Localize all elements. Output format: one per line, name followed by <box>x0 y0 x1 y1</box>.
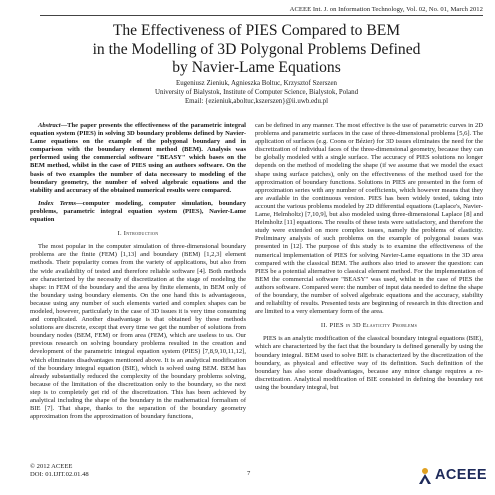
journal-header: ACEEE Int. J. on Information Technology, Vol. 02, No. 01, March 2012 <box>289 6 483 13</box>
doi: DOI: 01.IJIT.02.01.48 <box>30 471 89 478</box>
right-paragraph: can be defined in any manner. The most effective is the use of parametric curves in 2D problems and parametric surfaces in the case of three-dimensional problems [5,6]. The application of surfaces (e.g. Coons or Bézier) for 3D issues eliminates the need for the discretization of individual faces of the three-dimensional geometry, because they can be globally modeled with a single surface. The accuracy of PIES solutions no longer depends on the method of modeling the shape (if we assume that we model the exact shape using surface patches), only on the effectiveness of the method used for the approximation of boundary functions. Solutions in PIES are presented in the form of approximation series with any number of coefficients, which however means that they are available in the continuous version. PIES has been widely tested, taking into account the various problems modeled by 2D differential equations (Laplace's, Navier-Lame, Helmholtz) [7,10,9], but also modeled using three-dimensional Laplace [8] and Helmholtz [11] equations. The results of these tests were satisfactory, and therefore the study were extended on more complex issues, namely the problems of elasticity. Preliminary analysis of such problems on the example of polygonal issues was presented in [12]. The purpose of this study is to examine the effectiveness of the numerical implementation of PIES for solving Navier-Lame equations in the 3D area compared with the classical BEM. The authors also tried to answer the question: can PIES be a potential alternative to classical element method. For the implementation of BEM the commercial software "BEASY" was used, whilst in the case of PIES the authors software. Compared were: the number of input data needed to define the shape of the boundary, the number of solved algebraic equations and the accuracy, stability and reliability of results. Presented tests are beginning of research in this direction and are limited to a very elementary form of the area. <box>255 122 483 316</box>
header-rule <box>40 15 483 16</box>
abstract-label: Abstract <box>38 122 61 129</box>
abstract-text: —The paper presents the effectiveness of the parametric integral equation system (PIES) in solving 3D boundary problems defined by Navier-Lame equations on the example of the polygonal boundary and in comparison with the boundary element method (BEM). Analysis was performed using the commercial software "BEASY" which bases on the BEM method, whilst in the case of PIES using an authors software. On the basis of two examples the number of data necessary to modeling of the boundary geometry, the number of solved algebraic equations and the stability and accuracy of the obtained numerical results were compared. <box>30 122 246 194</box>
copyright: © 2012 ACEEE <box>30 463 73 470</box>
intro-paragraph: The most popular in the computer simulation of three-dimensional boundary problems are the finite (FEM) [1,13] and boundary (BEM) [1,2,3] element methods. Their popularity comes from the variety of applications, but also from the wide availability of tested and therefore reliable software [4]. Both methods are characterized by the necessity of discretization at the stage of modeling the shape: in FEM of the boundary and the area by finite elements, in BEM only of the boundary using boundary elements. On the one hand this is advantageous, because using any number of such elements varied and complex shapes can be modeled, however, particularly in the case of 3D issues it is very time consuming and complicated. Another disadvantage is that obtained by these methods solutions are discrete, except that every time we get the number of solutions from boundary nodes (BEM, FEM) or from area (FEM), which are useless to us. Our previous research on solving boundary problems resulted in the creation and development of the parametric integral equation system (PIES) [7,8,9,10,11,12], which eliminates disadvantages mentioned above. It is an analytical modification of the boundary integral equation (BIE), which is solved using BEM. BEM has already substantially reduced the complexity of the boundary problems solving, because of the limitation of the discretization only to the boundary, so the next step is to completely get rid of the discretization. This has been achieved by analytical including the shape of the boundary in the mathematical formalism of BIE [7]. That shape, thanks to the separation of the boundary geometry approximation from the approximation of boundary functions, <box>30 243 246 421</box>
paper-title <box>30 22 483 78</box>
page-number: 7 <box>247 470 251 477</box>
right-column <box>255 122 483 392</box>
index-terms-text: —computer modeling, computer simulation, boundary problems, parametric integral equation system (PIES), Navier-Lame equation <box>30 199 246 224</box>
index-terms-label: Index Terms <box>38 199 77 207</box>
aceee-logo-icon <box>417 467 433 485</box>
section-heading-pies: II. PIES in 3D Elasticity Problems <box>320 322 418 330</box>
left-column <box>30 122 246 421</box>
title-line-3: by Navier-Lame Equations <box>172 59 341 77</box>
aceee-logo <box>417 466 487 486</box>
title-line-2: in the Modelling of 3D Polygonal Problems Defined <box>92 40 421 58</box>
footer-left <box>30 463 89 479</box>
section-heading-introduction: I. Introduction <box>117 230 159 238</box>
author-email: Email: {ezieniuk,aboltuc,kszerszen}@ii.uwb.edu.pl <box>184 97 329 105</box>
abstract <box>30 122 246 195</box>
aceee-logo-text: ACEEE <box>435 467 487 483</box>
author-names: Eugeniusz Zieniuk, Agnieszka Boltuc, Krzysztof Szerszen <box>176 80 337 87</box>
author-block <box>30 80 483 106</box>
title-line-1: The Effectiveness of PIES Compared to BEM <box>112 22 401 39</box>
author-affiliation: University of Bialystok, Institute of Computer Science, Bialystok, Poland <box>154 88 359 96</box>
section2-paragraph: PIES is an analytic modification of the classical boundary integral equations (BIE), which are characterized by the fact that the boundary is defined generally by using the boundary integral. BEM used to solve BIE is characterized by the discretization of the boundary, as physical and effective way of its definition. Such definition of the boundary has also some disadvantages, because any minor change requires a re-discretization. Analytical modification of BIE consisted in defining the boundary not using the boundary integral, but <box>255 335 483 391</box>
index-terms <box>30 200 246 224</box>
